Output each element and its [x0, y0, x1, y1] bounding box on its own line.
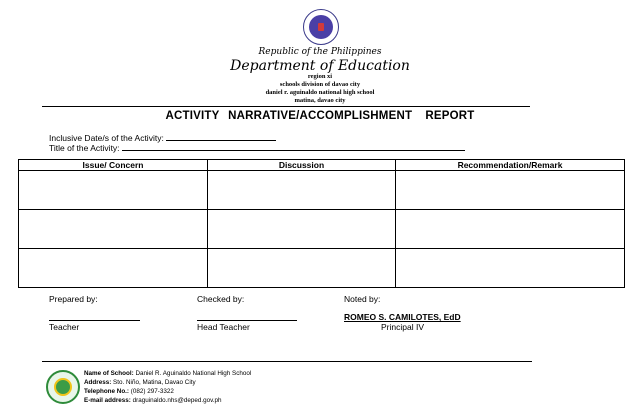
- report-title: ACTIVITY NARRATIVE/ACCOMPLISHMENT REPORT: [165, 110, 475, 122]
- principal-role: Principal IV: [381, 322, 424, 332]
- report-table: [18, 159, 625, 288]
- prepared-by-label: Prepared by:: [49, 294, 98, 304]
- checked-by-label: Checked by:: [197, 294, 245, 304]
- activity-title-label: Title of the Activity:: [49, 143, 120, 153]
- footer-address: [84, 379, 196, 388]
- table-cell[interactable]: [19, 249, 208, 288]
- column-header: Discussion: [208, 160, 396, 171]
- department-title: Department of Education: [230, 58, 410, 74]
- footer-school-label: Name of School:: [84, 370, 134, 377]
- table-cell[interactable]: [208, 210, 396, 249]
- footer-divider: [42, 361, 532, 362]
- table-cell[interactable]: [208, 171, 396, 210]
- title-field-row: [49, 142, 465, 153]
- footer-address-label: Address:: [84, 379, 112, 386]
- title-input-line[interactable]: [122, 142, 465, 151]
- table-cell[interactable]: [19, 210, 208, 249]
- principal-name: ROMEO S. CAMILOTES, EdD: [344, 312, 461, 322]
- footer-email: [84, 397, 222, 406]
- table-cell[interactable]: [396, 249, 625, 288]
- table-row: [19, 210, 625, 249]
- footer-school-value: Daniel R. Aguinaldo National High School: [135, 370, 252, 377]
- deped-seal-icon: [303, 9, 339, 45]
- table-cell[interactable]: [208, 249, 396, 288]
- prepared-signature-line[interactable]: [49, 320, 140, 321]
- republic-text: Republic of the Philippines: [258, 47, 382, 57]
- school-logo-icon: [46, 370, 80, 404]
- footer-address-value: Sto. Niño, Matina, Davao City: [113, 379, 196, 386]
- table-cell[interactable]: [396, 171, 625, 210]
- checked-signature-line[interactable]: [197, 320, 297, 321]
- column-header: Issue/ Concern: [19, 160, 208, 171]
- table-row: [19, 171, 625, 210]
- footer-school: [84, 370, 251, 379]
- footer-phone: [84, 388, 174, 397]
- prepared-role: Teacher: [49, 322, 80, 332]
- footer-email-label: E-mail address:: [84, 397, 131, 404]
- column-header: Recommendation/Remark: [396, 160, 625, 171]
- table-row: [19, 249, 625, 288]
- division-text: schools division of davao city: [279, 81, 361, 88]
- table-cell[interactable]: [19, 171, 208, 210]
- date-label: Inclusive Date/s of the Activity:: [49, 133, 164, 143]
- date-input-line[interactable]: [166, 132, 276, 141]
- region-text: region xi: [307, 73, 333, 80]
- school-text: daniel r. aguinaldo national high school: [265, 89, 375, 96]
- noted-by-label: Noted by:: [344, 294, 381, 304]
- footer-email-value[interactable]: draguinaldo.nhs@deped.gov.ph: [132, 397, 222, 404]
- checked-role: Head Teacher: [197, 322, 250, 332]
- footer-phone-label: Telephone No.:: [84, 388, 130, 395]
- table-header-row: [19, 160, 625, 171]
- table-cell[interactable]: [396, 210, 625, 249]
- footer-phone-value: (082) 297-3322: [130, 388, 174, 395]
- header-divider: [42, 106, 530, 107]
- location-text: matina, davao city: [294, 97, 346, 104]
